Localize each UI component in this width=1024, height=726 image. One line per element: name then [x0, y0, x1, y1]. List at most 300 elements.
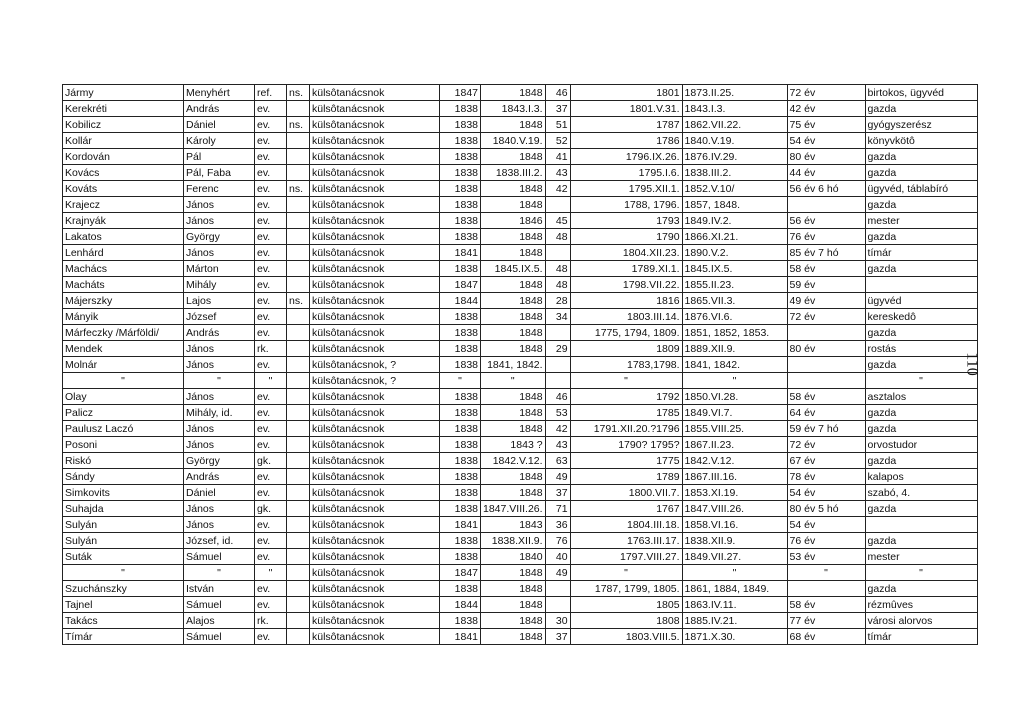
cell-given-name: Dániel [184, 117, 255, 133]
cell-age-at-office: 45 [545, 213, 570, 229]
cell-from-year: 1841 [440, 629, 481, 645]
cell-given-name: János [184, 517, 255, 533]
cell-birth-date: 1775 [570, 453, 682, 469]
cell-death-date: 1873.II.25. [682, 85, 787, 101]
cell-age-at-death [787, 325, 865, 341]
cell-occupation: tímár [865, 629, 977, 645]
cell-surname: Krajecz [63, 197, 184, 213]
cell-death-date: 1876.IV.29. [682, 149, 787, 165]
cell-office: külsôtanácsnok [310, 421, 440, 437]
cell-occupation: gyógyszerész [865, 117, 977, 133]
cell-age-at-death [787, 357, 865, 373]
cell-age-at-office [545, 581, 570, 597]
cell-office: külsôtanácsnok [310, 117, 440, 133]
cell-religion: ev. [255, 517, 287, 533]
cell-given-name: András [184, 101, 255, 117]
cell-from-year: 1847 [440, 85, 481, 101]
cell-surname: Szuchánszky [63, 581, 184, 597]
cell-religion: ev. [255, 325, 287, 341]
cell-age-at-office: 51 [545, 117, 570, 133]
cell-death-date: 1862.VII.22. [682, 117, 787, 133]
cell-to-date: 1842.V.12. [481, 453, 546, 469]
cell-surname: Simkovits [63, 485, 184, 501]
cell-given-name: András [184, 325, 255, 341]
cell-office: külsôtanácsnok [310, 549, 440, 565]
cell-religion: ev. [255, 309, 287, 325]
cell-religion: ev. [255, 597, 287, 613]
cell-age-at-death: 58 év [787, 389, 865, 405]
table-row [63, 533, 978, 549]
cell-age-at-office [545, 357, 570, 373]
cell-office: külsôtanácsnok [310, 501, 440, 517]
cell-noble-status [287, 613, 310, 629]
cell-religion: ev. [255, 197, 287, 213]
cell-to-date: 1848 [481, 565, 546, 581]
table-row [63, 325, 978, 341]
cell-from-year: 1847 [440, 277, 481, 293]
cell-surname: Krajnyák [63, 213, 184, 229]
cell-noble-status [287, 277, 310, 293]
cell-from-year: 1838 [440, 197, 481, 213]
table-row [63, 469, 978, 485]
cell-office: külsôtanácsnok [310, 229, 440, 245]
cell-from-year: 1838 [440, 229, 481, 245]
cell-noble-status [287, 357, 310, 373]
cell-occupation [865, 517, 977, 533]
table-row [63, 581, 978, 597]
cell-office: külsôtanácsnok [310, 341, 440, 357]
table-row [63, 165, 978, 181]
cell-occupation: rostás [865, 341, 977, 357]
cell-age-at-death: 72 év [787, 437, 865, 453]
cell-to-date: 1846 [481, 213, 546, 229]
cell-surname: Tajnel [63, 597, 184, 613]
cell-office: külsôtanácsnok [310, 405, 440, 421]
cell-surname: Molnár [63, 357, 184, 373]
cell-given-name: Sámuel [184, 629, 255, 645]
cell-to-date: 1848 [481, 629, 546, 645]
cell-birth-date: 1785 [570, 405, 682, 421]
cell-to-date: 1843 ? [481, 437, 546, 453]
cell-age-at-death [787, 373, 865, 389]
cell-age-at-death: 68 év [787, 629, 865, 645]
cell-religion: ev. [255, 293, 287, 309]
cell-given-name: " [184, 373, 255, 389]
cell-to-date: 1848 [481, 85, 546, 101]
cell-surname: Kordován [63, 149, 184, 165]
cell-occupation: gazda [865, 261, 977, 277]
cell-office: külsôtanácsnok [310, 165, 440, 181]
cell-to-date: 1848 [481, 597, 546, 613]
cell-death-date: 1851, 1852, 1853. [682, 325, 787, 341]
cell-religion: ev. [255, 421, 287, 437]
cell-from-year: 1838 [440, 101, 481, 117]
table-row [63, 117, 978, 133]
cell-age-at-office [545, 597, 570, 613]
cell-given-name: Mihály, id. [184, 405, 255, 421]
cell-surname: Sulyán [63, 517, 184, 533]
cell-death-date: 1849.IV.2. [682, 213, 787, 229]
cell-religion: ev. [255, 629, 287, 645]
cell-given-name: János [184, 501, 255, 517]
cell-age-at-office: 46 [545, 389, 570, 405]
cell-given-name: Dániel [184, 485, 255, 501]
cell-religion: ev. [255, 389, 287, 405]
cell-given-name: János [184, 421, 255, 437]
cell-birth-date: 1789 [570, 469, 682, 485]
table-body [63, 85, 978, 645]
cell-from-year: 1838 [440, 149, 481, 165]
cell-noble-status [287, 501, 310, 517]
cell-age-at-death: 72 év [787, 309, 865, 325]
cell-age-at-office: 29 [545, 341, 570, 357]
cell-surname: Paulusz Laczó [63, 421, 184, 437]
cell-surname: Kerekréti [63, 101, 184, 117]
table-row [63, 373, 978, 389]
cell-to-date: 1848 [481, 245, 546, 261]
cell-from-year: 1844 [440, 597, 481, 613]
cell-birth-date: 1775, 1794, 1809. [570, 325, 682, 341]
cell-noble-status [287, 549, 310, 565]
cell-occupation [865, 277, 977, 293]
cell-from-year: 1847 [440, 565, 481, 581]
cell-surname: Sulyán [63, 533, 184, 549]
cell-from-year: 1841 [440, 517, 481, 533]
table-row [63, 597, 978, 613]
cell-age-at-office: 48 [545, 229, 570, 245]
cell-death-date: 1838.XII.9. [682, 533, 787, 549]
cell-age-at-death: 44 év [787, 165, 865, 181]
cell-to-date: 1843 [481, 517, 546, 533]
cell-age-at-death: 77 év [787, 613, 865, 629]
cell-to-date: 1848 [481, 277, 546, 293]
cell-surname: Suhajda [63, 501, 184, 517]
cell-age-at-death: 80 év 5 hó [787, 501, 865, 517]
cell-surname: Lenhárd [63, 245, 184, 261]
cell-age-at-office: 43 [545, 165, 570, 181]
table-row [63, 229, 978, 245]
cell-to-date: 1840.V.19. [481, 133, 546, 149]
cell-age-at-office: 46 [545, 85, 570, 101]
cell-age-at-death: 42 év [787, 101, 865, 117]
cell-given-name: Sámuel [184, 597, 255, 613]
cell-occupation: gazda [865, 421, 977, 437]
cell-given-name: Pál, Faba [184, 165, 255, 181]
cell-birth-date: 1789.XI.1. [570, 261, 682, 277]
cell-office: külsôtanácsnok [310, 565, 440, 581]
cell-occupation: " [865, 373, 977, 389]
cell-religion: rk. [255, 341, 287, 357]
cell-occupation: gazda [865, 101, 977, 117]
cell-office: külsôtanácsnok [310, 293, 440, 309]
cell-from-year: 1838 [440, 437, 481, 453]
cell-noble-status [287, 213, 310, 229]
cell-age-at-office: 40 [545, 549, 570, 565]
cell-noble-status [287, 485, 310, 501]
cell-age-at-death: " [787, 565, 865, 581]
cell-age-at-office: 48 [545, 261, 570, 277]
cell-to-date: 1848 [481, 613, 546, 629]
cell-birth-date: 1816 [570, 293, 682, 309]
cell-noble-status [287, 469, 310, 485]
cell-given-name: András [184, 469, 255, 485]
cell-surname: Májerszky [63, 293, 184, 309]
cell-death-date: 1847.VIII.26. [682, 501, 787, 517]
cell-age-at-office: 76 [545, 533, 570, 549]
cell-death-date: 1876.VI.6. [682, 309, 787, 325]
cell-birth-date: 1792 [570, 389, 682, 405]
table-row [63, 149, 978, 165]
cell-to-date: 1848 [481, 405, 546, 421]
cell-death-date: " [682, 373, 787, 389]
cell-office: külsôtanácsnok, ? [310, 357, 440, 373]
cell-office: külsôtanácsnok [310, 85, 440, 101]
cell-occupation: birtokos, ügyvéd [865, 85, 977, 101]
cell-death-date: 1855.VIII.25. [682, 421, 787, 437]
cell-birth-date: 1804.XII.23. [570, 245, 682, 261]
cell-religion: ev. [255, 261, 287, 277]
cell-office: külsôtanácsnok [310, 181, 440, 197]
table-row [63, 485, 978, 501]
cell-from-year: 1838 [440, 421, 481, 437]
cell-age-at-office: 37 [545, 629, 570, 645]
cell-death-date: 1889.XII.9. [682, 341, 787, 357]
cell-occupation: gazda [865, 533, 977, 549]
cell-surname: Jármy [63, 85, 184, 101]
cell-age-at-death: 64 év [787, 405, 865, 421]
table-row [63, 181, 978, 197]
cell-age-at-death: 56 év [787, 213, 865, 229]
cell-death-date: 1855.II.23. [682, 277, 787, 293]
cell-age-at-office: 42 [545, 181, 570, 197]
cell-given-name: Mihály [184, 277, 255, 293]
cell-surname: Kováts [63, 181, 184, 197]
cell-age-at-death: 76 év [787, 229, 865, 245]
cell-from-year: 1838 [440, 165, 481, 181]
cell-occupation: mester [865, 549, 977, 565]
cell-noble-status [287, 133, 310, 149]
cell-office: külsôtanácsnok [310, 197, 440, 213]
table-row [63, 565, 978, 581]
cell-death-date: 1852.V.10/ [682, 181, 787, 197]
cell-age-at-death: 59 év [787, 277, 865, 293]
cell-from-year: 1838 [440, 325, 481, 341]
cell-to-date: 1841, 1842. [481, 357, 546, 373]
cell-death-date: 1865.VII.3. [682, 293, 787, 309]
cell-age-at-office: 28 [545, 293, 570, 309]
cell-noble-status [287, 261, 310, 277]
cell-age-at-death: 54 év [787, 517, 865, 533]
cell-religion: ev. [255, 133, 287, 149]
cell-given-name: Lajos [184, 293, 255, 309]
cell-age-at-death: 59 év 7 hó [787, 421, 865, 437]
cell-to-date: 1848 [481, 325, 546, 341]
cell-age-at-death: 54 év [787, 133, 865, 149]
cell-occupation: kereskedô [865, 309, 977, 325]
cell-age-at-office: 37 [545, 485, 570, 501]
cell-noble-status [287, 229, 310, 245]
cell-from-year: 1838 [440, 117, 481, 133]
cell-age-at-death: 72 év [787, 85, 865, 101]
cell-from-year: 1838 [440, 549, 481, 565]
cell-religion: ev. [255, 277, 287, 293]
table-row [63, 245, 978, 261]
cell-age-at-office: 71 [545, 501, 570, 517]
table-row [63, 453, 978, 469]
cell-from-year: 1838 [440, 181, 481, 197]
cell-noble-status [287, 101, 310, 117]
cell-death-date: 1861, 1884, 1849. [682, 581, 787, 597]
cell-to-date: 1838.III.2. [481, 165, 546, 181]
cell-noble-status: ns. [287, 117, 310, 133]
cell-to-date: 1848 [481, 293, 546, 309]
cell-occupation: gazda [865, 165, 977, 181]
cell-age-at-death: 85 év 7 hó [787, 245, 865, 261]
cell-death-date: 1841, 1842. [682, 357, 787, 373]
cell-age-at-death: 53 év [787, 549, 865, 565]
cell-to-date: 1840 [481, 549, 546, 565]
cell-noble-status [287, 453, 310, 469]
cell-surname: Riskó [63, 453, 184, 469]
cell-occupation: orvostudor [865, 437, 977, 453]
table-row [63, 85, 978, 101]
cell-religion: " [255, 565, 287, 581]
cell-death-date: 1866.XI.21. [682, 229, 787, 245]
cell-to-date: 1848 [481, 469, 546, 485]
cell-surname: Palicz [63, 405, 184, 421]
cell-age-at-office: 52 [545, 133, 570, 149]
cell-occupation: gazda [865, 405, 977, 421]
cell-religion: ref. [255, 85, 287, 101]
cell-to-date: 1848 [481, 309, 546, 325]
cell-religion: ev. [255, 581, 287, 597]
cell-religion: ev. [255, 245, 287, 261]
cell-age-at-death: 58 év [787, 261, 865, 277]
cell-noble-status: ns. [287, 85, 310, 101]
cell-age-at-death: 76 év [787, 533, 865, 549]
cell-given-name: János [184, 197, 255, 213]
cell-age-at-office: 42 [545, 421, 570, 437]
cell-death-date: 1845.IX.5. [682, 261, 787, 277]
cell-age-at-office: 34 [545, 309, 570, 325]
cell-occupation: gazda [865, 357, 977, 373]
cell-office: külsôtanácsnok [310, 389, 440, 405]
cell-age-at-office: 30 [545, 613, 570, 629]
cell-office: külsôtanácsnok [310, 101, 440, 117]
cell-office: külsôtanácsnok, ? [310, 373, 440, 389]
cell-to-date: 1848 [481, 581, 546, 597]
cell-birth-date: 1803.III.14. [570, 309, 682, 325]
cell-age-at-office [545, 373, 570, 389]
table-row [63, 101, 978, 117]
cell-religion: ev. [255, 149, 287, 165]
cell-birth-date: 1767 [570, 501, 682, 517]
cell-birth-date: 1788, 1796. [570, 197, 682, 213]
cell-birth-date: " [570, 565, 682, 581]
cell-religion: ev. [255, 229, 287, 245]
table-row [63, 421, 978, 437]
table-row [63, 277, 978, 293]
cell-death-date: 1857, 1848. [682, 197, 787, 213]
cell-given-name: József [184, 309, 255, 325]
table-row [63, 309, 978, 325]
table-row [63, 293, 978, 309]
cell-office: külsôtanácsnok [310, 517, 440, 533]
cell-occupation: városi alorvos [865, 613, 977, 629]
table-row [63, 517, 978, 533]
cell-to-date: 1847.VIII.26. [481, 501, 546, 517]
cell-occupation: tímár [865, 245, 977, 261]
cell-occupation: gazda [865, 453, 977, 469]
cell-death-date: 1871.X.30. [682, 629, 787, 645]
cell-surname: Machács [63, 261, 184, 277]
cell-office: külsôtanácsnok [310, 581, 440, 597]
cell-religion: ev. [255, 165, 287, 181]
cell-religion: " [255, 373, 287, 389]
cell-office: külsôtanácsnok [310, 485, 440, 501]
cell-office: külsôtanácsnok [310, 261, 440, 277]
cell-religion: ev. [255, 533, 287, 549]
cell-noble-status [287, 629, 310, 645]
table-row [63, 549, 978, 565]
cell-given-name: György [184, 229, 255, 245]
cell-age-at-office: 63 [545, 453, 570, 469]
table-row [63, 261, 978, 277]
cell-given-name: János [184, 245, 255, 261]
cell-religion: ev. [255, 405, 287, 421]
cell-religion: rk. [255, 613, 287, 629]
cell-office: külsôtanácsnok [310, 613, 440, 629]
cell-birth-date: 1808 [570, 613, 682, 629]
cell-occupation: gazda [865, 501, 977, 517]
table-row [63, 613, 978, 629]
cell-religion: ev. [255, 469, 287, 485]
cell-office: külsôtanácsnok [310, 277, 440, 293]
cell-to-date: 1838.XII.9. [481, 533, 546, 549]
cell-to-date: 1848 [481, 197, 546, 213]
cell-age-at-death: 80 év [787, 341, 865, 357]
cell-noble-status [287, 389, 310, 405]
cell-death-date: 1840.V.19. [682, 133, 787, 149]
cell-from-year: 1838 [440, 469, 481, 485]
cell-birth-date: 1798.VII.22. [570, 277, 682, 293]
cell-office: külsôtanácsnok [310, 629, 440, 645]
cell-death-date: 1850.VI.28. [682, 389, 787, 405]
cell-age-at-death: 75 év [787, 117, 865, 133]
cell-occupation: szabó, 4. [865, 485, 977, 501]
cell-birth-date: 1795.XII.1. [570, 181, 682, 197]
cell-given-name: Sámuel [184, 549, 255, 565]
cell-death-date: 1863.IV.11. [682, 597, 787, 613]
table-row [63, 629, 978, 645]
table-row [63, 133, 978, 149]
cell-to-date: 1848 [481, 229, 546, 245]
cell-birth-date: 1803.VIII.5. [570, 629, 682, 645]
cell-age-at-office: 49 [545, 469, 570, 485]
cell-to-date: 1848 [481, 181, 546, 197]
cell-death-date: 1890.V.2. [682, 245, 787, 261]
cell-office: külsôtanácsnok [310, 309, 440, 325]
cell-death-date: " [682, 565, 787, 581]
cell-surname: Takács [63, 613, 184, 629]
cell-occupation: mester [865, 213, 977, 229]
cell-birth-date: 1801 [570, 85, 682, 101]
cell-noble-status [287, 581, 310, 597]
cell-death-date: 1867.III.16. [682, 469, 787, 485]
cell-office: külsôtanácsnok [310, 149, 440, 165]
cell-given-name: Pál [184, 149, 255, 165]
cell-noble-status [287, 373, 310, 389]
